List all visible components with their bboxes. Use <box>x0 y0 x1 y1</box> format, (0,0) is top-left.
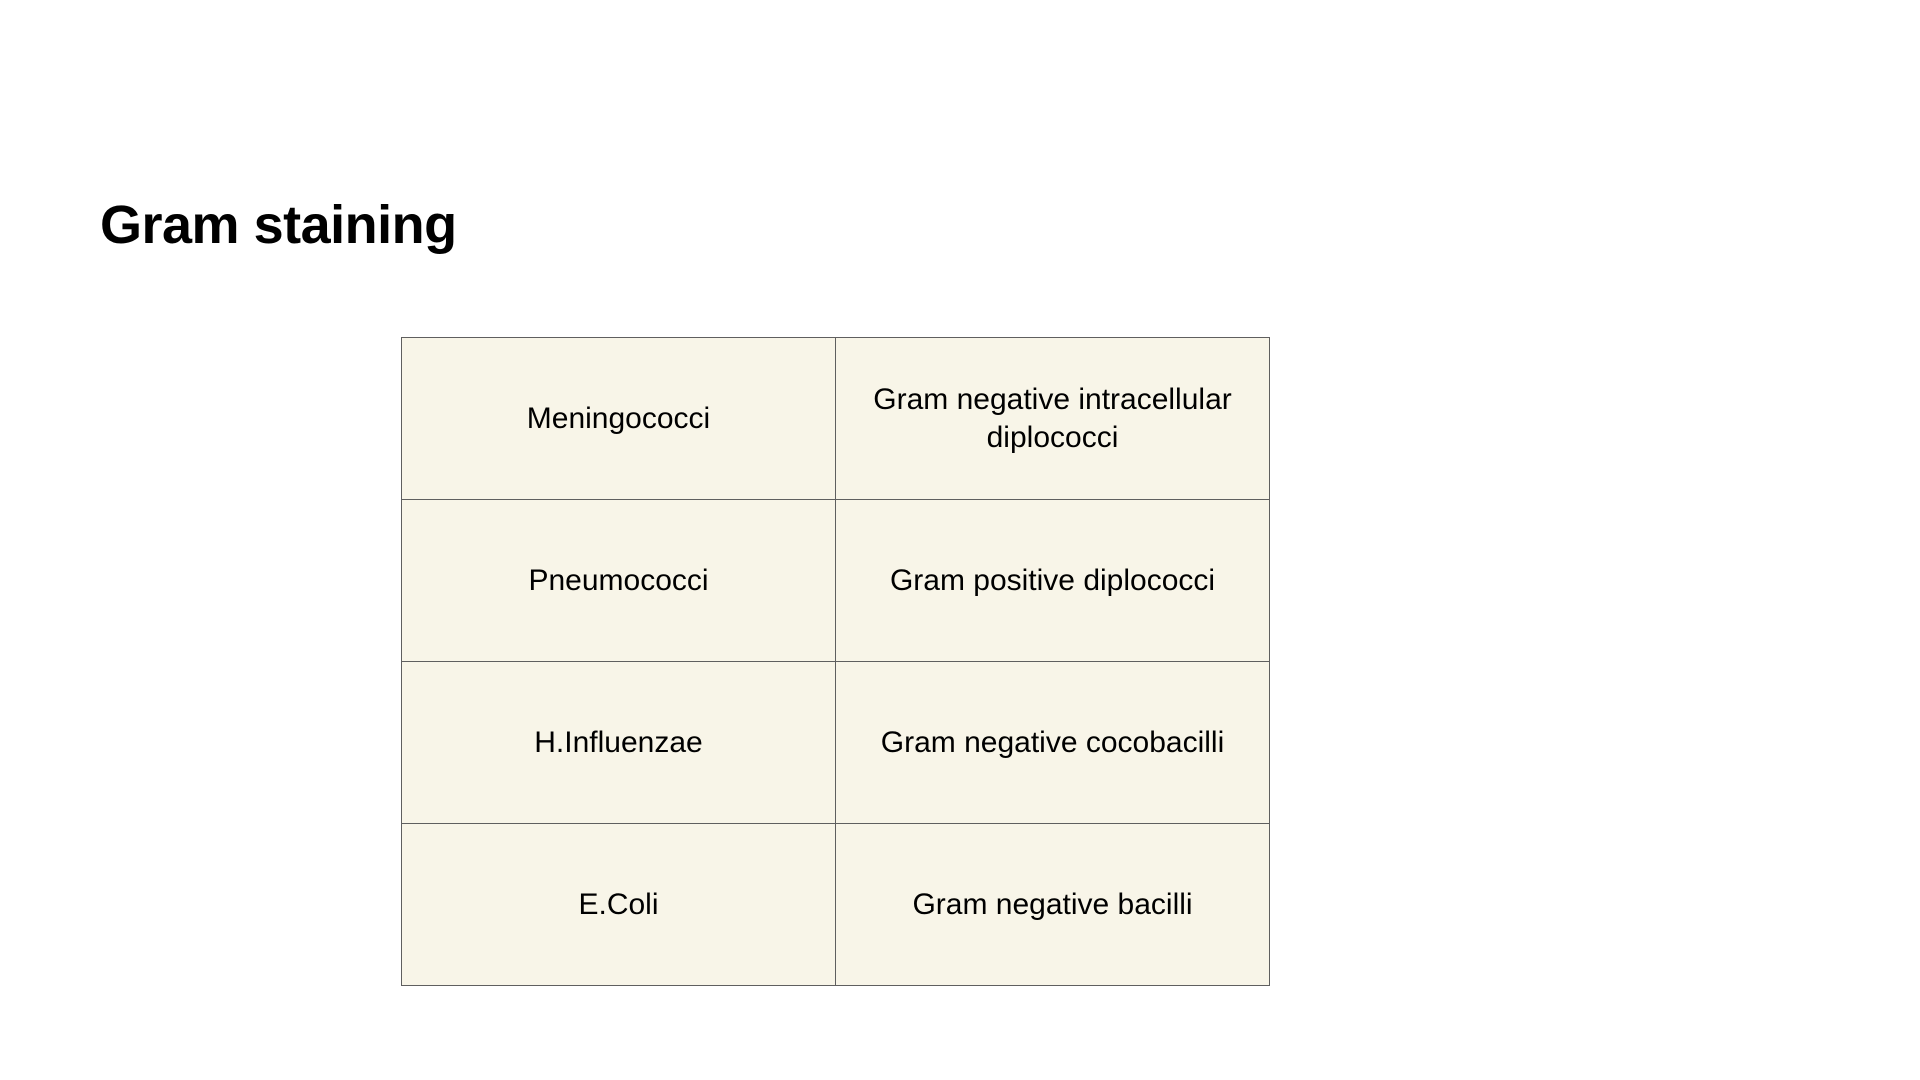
slide-title: Gram staining <box>100 195 457 255</box>
organism-cell: Meningococci <box>402 338 836 500</box>
organism-cell: Pneumococci <box>402 500 836 662</box>
description-cell: Gram negative intracellular diplococci <box>836 338 1270 500</box>
table-row <box>402 500 1270 662</box>
organism-cell: H.Influenzae <box>402 662 836 824</box>
organism-cell: E.Coli <box>402 824 836 986</box>
description-cell: Gram positive diplococci <box>836 500 1270 662</box>
table-row <box>402 824 1270 986</box>
table-row <box>402 662 1270 824</box>
gram-stain-table <box>401 337 1270 986</box>
description-cell: Gram negative bacilli <box>836 824 1270 986</box>
table-row <box>402 338 1270 500</box>
description-cell: Gram negative cocobacilli <box>836 662 1270 824</box>
